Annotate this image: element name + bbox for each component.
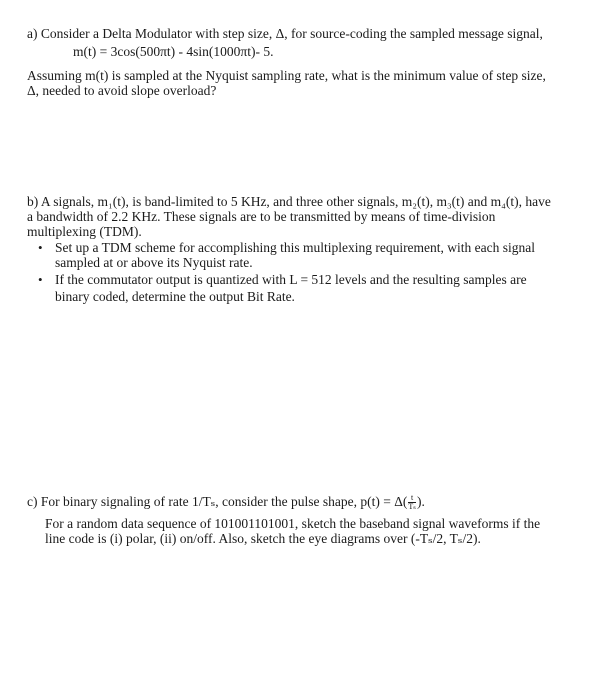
part-a-line-1: a) Consider a Delta Modulator with step size, Δ, for source-coding the sampled message signal, bbox=[27, 26, 543, 41]
bullet-1-dot: • bbox=[38, 240, 43, 255]
pulse-fraction-numerator: t bbox=[408, 494, 416, 503]
part-b-line-2: a bandwidth of 2.2 KHz. These signals are to be transmitted by means of time-division bbox=[27, 209, 496, 224]
pulse-fraction bbox=[408, 494, 416, 511]
part-c-line-3: line code is (i) polar, (ii) on/off. Also, sketch the eye diagrams over (-Tₛ/2, Tₛ/2). bbox=[45, 531, 481, 546]
part-b-bullet-2-line-2: binary coded, determine the output Bit Rate. bbox=[55, 289, 295, 304]
part-b-bullet-2-line-1: If the commutator output is quantized with L = 512 levels and the resulting samples are bbox=[55, 272, 527, 287]
part-c-line-1 bbox=[27, 494, 425, 511]
part-b-bullet-1-line-2: sampled at or above its Nyquist rate. bbox=[55, 255, 253, 270]
part-c-line-1-prefix: c) For binary signaling of rate 1/Tₛ, consider the pulse shape, p(t) = Δ( bbox=[27, 494, 408, 509]
bullet-2-dot: • bbox=[38, 272, 43, 287]
part-c-line-1-suffix: ). bbox=[416, 494, 425, 509]
part-b-bullet-1-line-1: Set up a TDM scheme for accomplishing this multiplexing requirement, with each signal bbox=[55, 240, 536, 255]
pulse-fraction-denominator: Tₛ bbox=[408, 502, 416, 512]
part-b-line-1: b) A signals, m₁(t), is band-limited to 5 KHz, and three other signals, m₂(t), m₃(t) and m₄(t), have bbox=[27, 194, 551, 209]
part-a-line-4: Δ, needed to avoid slope overload? bbox=[27, 83, 217, 98]
part-a-equation: m(t) = 3cos(500πt) - 4sin(1000πt)- 5. bbox=[73, 44, 274, 59]
part-a-line-3: Assuming m(t) is sampled at the Nyquist sampling rate, what is the minimum value of step size, bbox=[27, 68, 546, 83]
part-b-line-3: multiplexing (TDM). bbox=[27, 224, 142, 239]
part-c-line-2: For a random data sequence of 101001101001, sketch the baseband signal waveforms if the bbox=[45, 516, 541, 531]
